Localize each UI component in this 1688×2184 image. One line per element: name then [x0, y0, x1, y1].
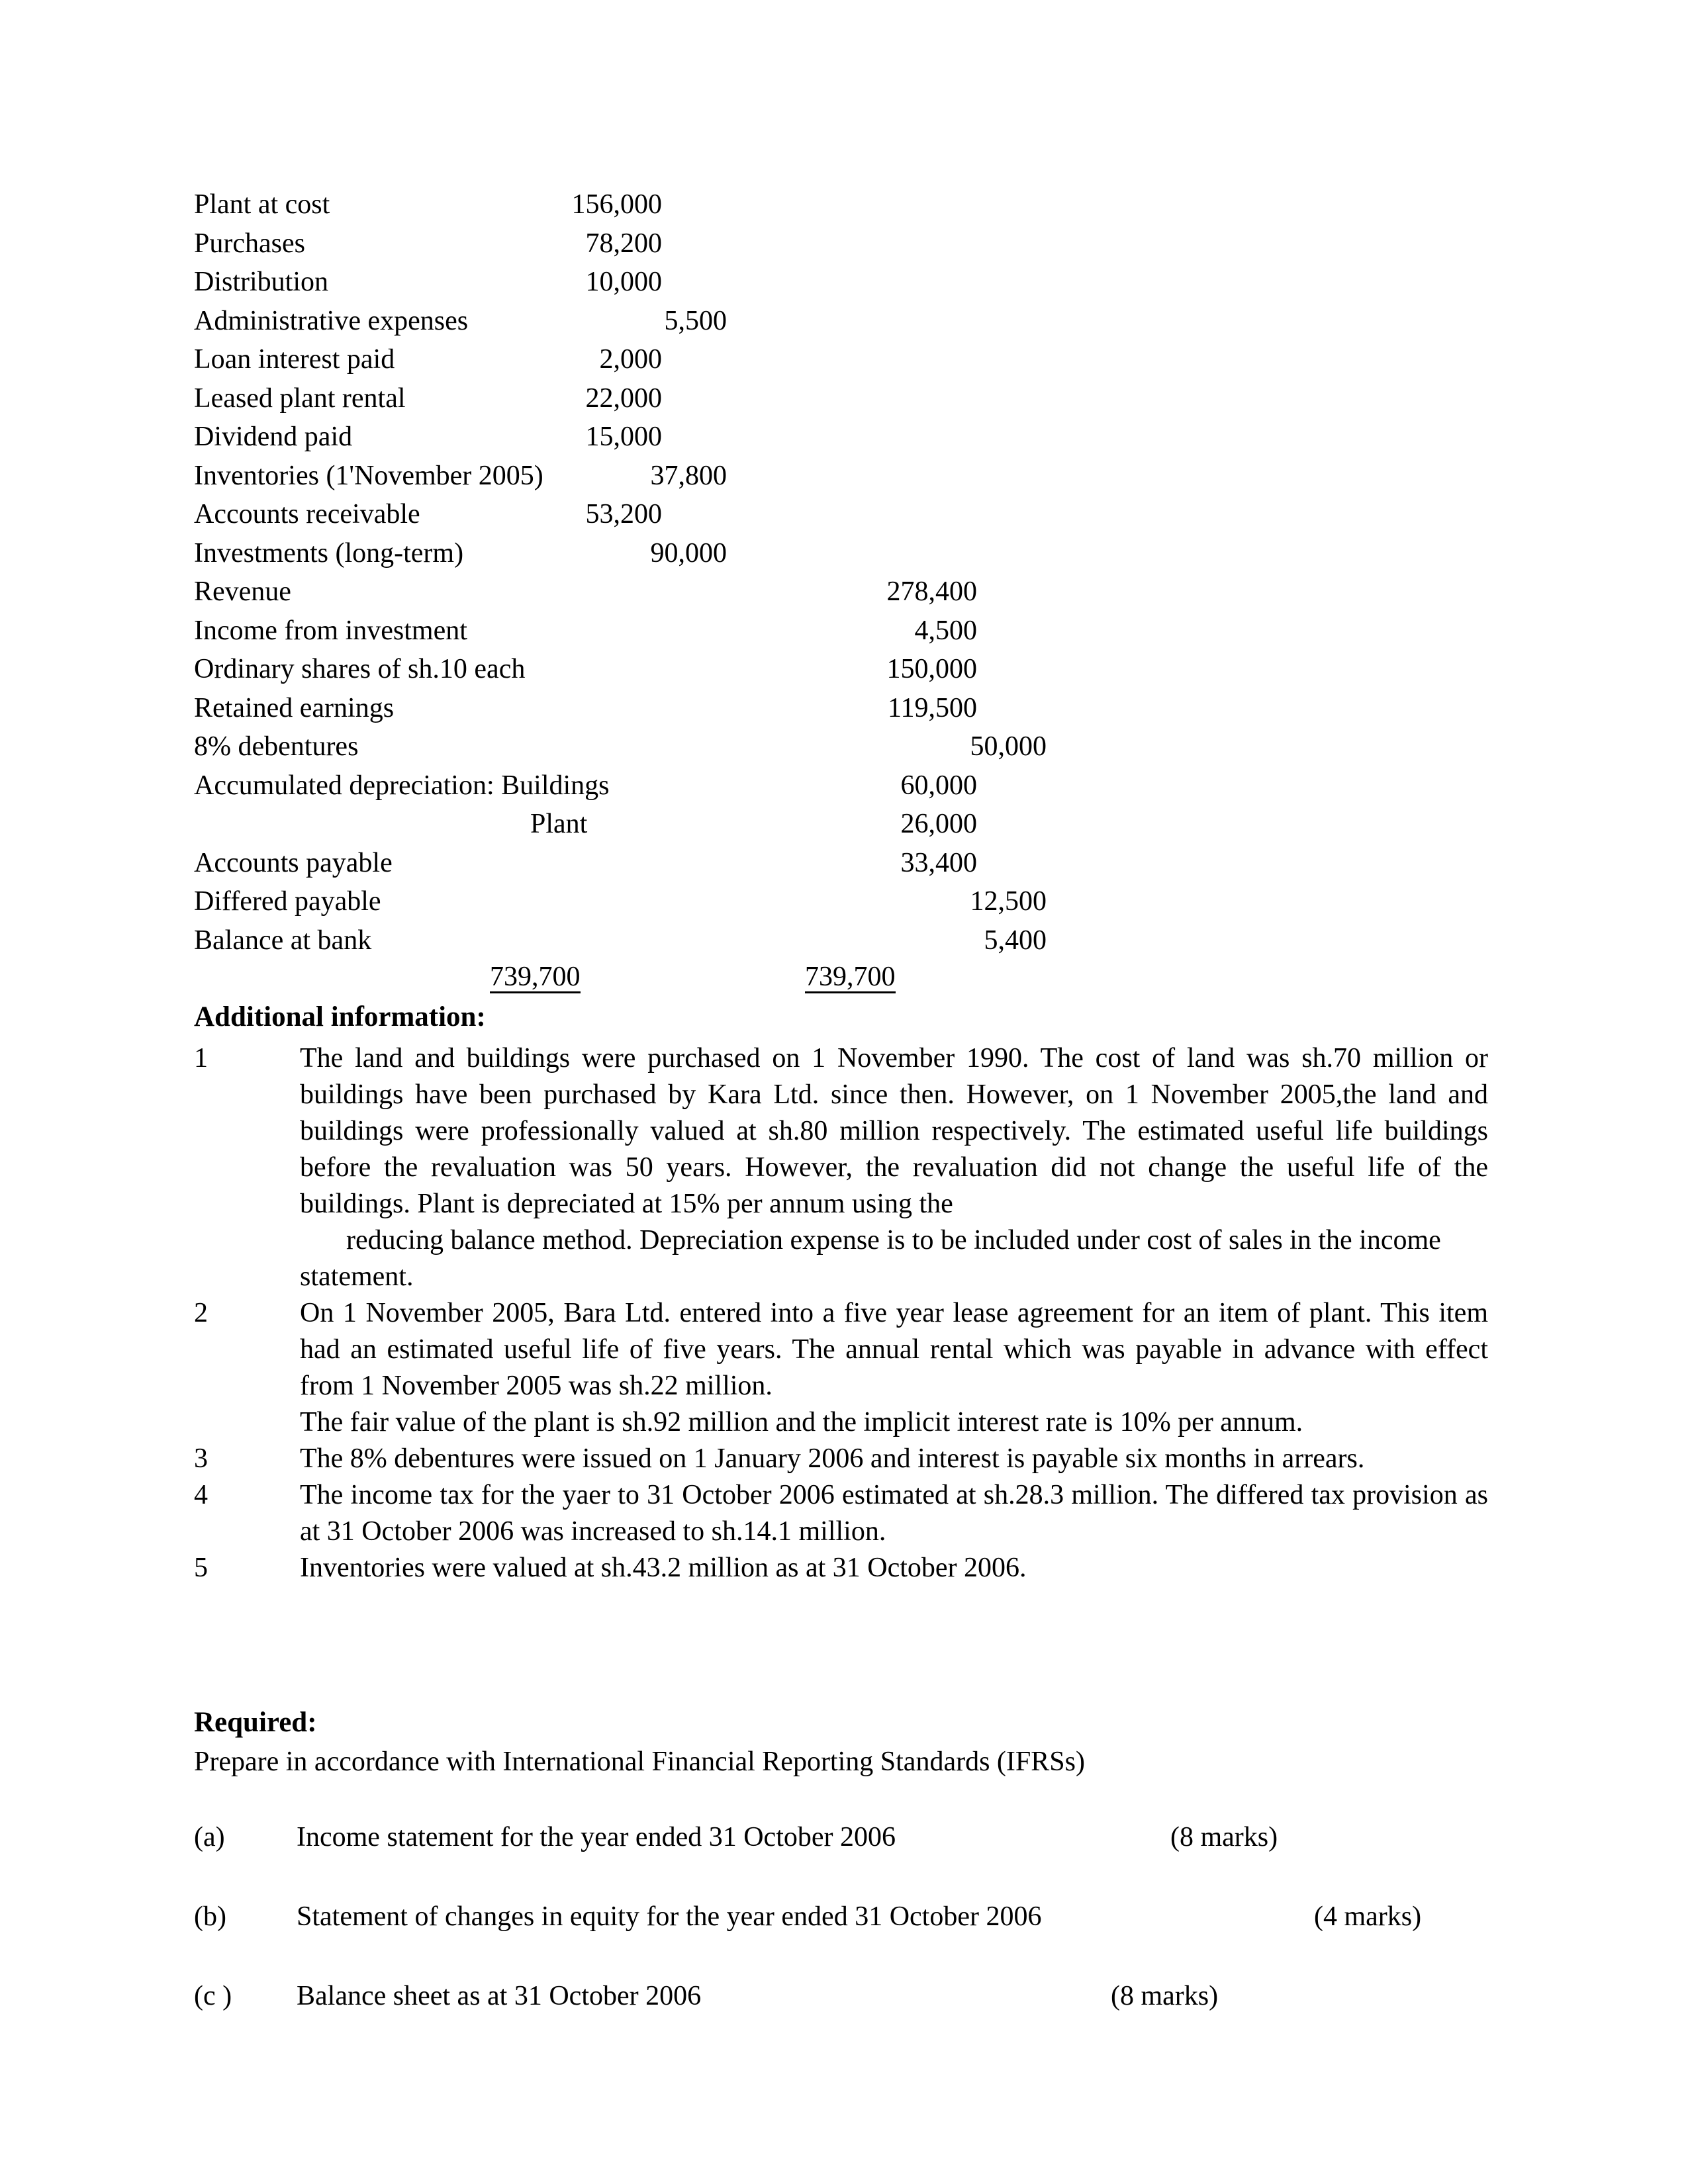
- trial-balance-row: [194, 689, 1491, 728]
- list-item-paragraph: The income tax for the yaer to 31 October 2006 estimated at sh.28.3 million. The differed tax provision as at 31 October 2006 was increased to sh.14.1 million.: [300, 1480, 1488, 1547]
- trial-balance-credit-amount: 150,000: [886, 654, 977, 684]
- trial-balance-credit-amount: 12,500: [970, 886, 1047, 917]
- trial-balance-row: [194, 727, 1491, 766]
- trial-balance-row: [194, 805, 1491, 844]
- trial-balance-row: [194, 572, 1491, 612]
- trial-balance-table: [194, 185, 1491, 1002]
- list-item-paragraph: On 1 November 2005, Bara Ltd. entered into a five year lease agreement for an item of plant. This item had an estimated useful life of five years. The annual rental which was payable in advance with effect from 1 November 2005 was sh.22 million.: [300, 1298, 1488, 1401]
- trial-balance-row-label: Income from investment: [194, 615, 467, 646]
- required-item-marks: (4 marks): [1314, 1901, 1422, 1932]
- list-item-body: [300, 1295, 1488, 1441]
- trial-balance-row: [194, 302, 1491, 341]
- trial-balance-row: [194, 844, 1491, 883]
- required-item-text: Statement of changes in equity for the year ended 31 October 2006: [297, 1901, 1042, 1932]
- trial-balance-row-label: Accounts payable: [194, 847, 393, 878]
- list-item-number: 2: [194, 1298, 208, 1328]
- trial-balance-credit-amount: 50,000: [970, 731, 1047, 762]
- additional-information-item: [194, 1040, 1488, 1295]
- trial-balance-row-label: Plant: [530, 809, 588, 839]
- trial-balance-row: [194, 457, 1491, 496]
- trial-balance-row-label: Distribution: [194, 267, 329, 297]
- required-item-marks: (8 marks): [1170, 1822, 1278, 1852]
- list-item-body: [300, 1477, 1488, 1550]
- required-intro-text: Prepare in accordance with International Financial Reporting Standards (IFRSs): [194, 1747, 1085, 1777]
- trial-balance-credit-amount: 60,000: [900, 770, 977, 801]
- trial-balance-credit-amount: 4,500: [914, 615, 977, 646]
- trial-balance-row: [194, 224, 1491, 263]
- trial-balance-debit-amount: 10,000: [585, 267, 662, 297]
- list-item-number: 5: [194, 1553, 208, 1583]
- list-item-number: 3: [194, 1443, 208, 1474]
- trial-balance-debit-amount: 15,000: [585, 422, 662, 452]
- trial-balance-credit-amount: 5,400: [984, 925, 1047, 956]
- trial-balance-total-credit: [805, 961, 896, 993]
- trial-balance-row: [194, 921, 1491, 960]
- total-debit-value: 739,700: [490, 962, 581, 992]
- trial-balance-debit-amount: 5,500: [664, 305, 727, 336]
- trial-balance-row-label: Revenue: [194, 576, 291, 607]
- trial-balance-totals-row: [194, 961, 1491, 1002]
- required-item: [194, 1901, 1491, 1980]
- trial-balance-row-label: Balance at bank: [194, 925, 372, 956]
- additional-information-item: [194, 1477, 1488, 1550]
- trial-balance-debit-amount: 22,000: [585, 383, 662, 414]
- trial-balance-debit-amount: 90,000: [650, 537, 727, 569]
- trial-balance-row: [194, 766, 1491, 805]
- trial-balance-row: [194, 882, 1491, 921]
- trial-balance-row-label: Investments (long-term): [194, 537, 464, 569]
- trial-balance-row: [194, 379, 1491, 418]
- list-item-paragraph: The 8% debentures were issued on 1 January 2006 and interest is payable six months in arrears.: [300, 1443, 1365, 1474]
- required-item-letter: (b): [194, 1901, 226, 1932]
- trial-balance-credit-amount: 33,400: [900, 847, 977, 878]
- trial-balance-row-label: Inventories (1'November 2005): [194, 460, 543, 491]
- required-item-letter: (a): [194, 1822, 225, 1852]
- trial-balance-row: [194, 418, 1491, 457]
- required-item-letter: (c ): [194, 1981, 232, 2011]
- trial-balance-row-label: Retained earnings: [194, 692, 395, 723]
- additional-information-item: [194, 1295, 1488, 1441]
- list-item-paragraph: reducing balance method. Depreciation expense is to be included under cost of sales in the income statement.: [300, 1225, 1441, 1292]
- list-item-number: 4: [194, 1480, 208, 1510]
- trial-balance-row-label: Purchases: [194, 228, 305, 259]
- additional-information-heading: Additional information:: [194, 1001, 486, 1032]
- list-item-paragraph: The fair value of the plant is sh.92 million and the implicit interest rate is 10% per annum.: [300, 1407, 1303, 1437]
- required-items-list: [194, 1821, 1491, 2060]
- trial-balance-row: [194, 612, 1491, 651]
- trial-balance-row-label: Accounts receivable: [194, 499, 420, 529]
- trial-balance-debit-amount: 78,200: [585, 228, 662, 259]
- trial-balance-row-label: Accumulated depreciation: Buildings: [194, 770, 610, 801]
- trial-balance-row-label: Differed payable: [194, 886, 381, 917]
- trial-balance-row-label: Administrative expenses: [194, 305, 469, 336]
- trial-balance-credit-amount: 278,400: [886, 576, 977, 607]
- trial-balance-row: [194, 263, 1491, 302]
- required-item: [194, 1821, 1491, 1901]
- trial-balance-row-label: Dividend paid: [194, 422, 353, 452]
- trial-balance-row-label: Loan interest paid: [194, 344, 395, 375]
- list-item-paragraph: The land and buildings were purchased on 1 November 1990. The cost of land was sh.70 million or buildings have been purchased by Kara Ltd. since then. However, on 1 November 2005,the land and buildings were professionally valued at sh.80 million respectively. The estimated useful life buildings before the revaluation was 50 years. However, the revaluation did not change the useful life of the buildings. Plant is depreciated at 15% per annum using the: [300, 1043, 1488, 1219]
- additional-information-item: [194, 1550, 1488, 1586]
- required-heading: Required:: [194, 1707, 317, 1738]
- trial-balance-debit-amount: 2,000: [599, 344, 662, 375]
- trial-balance-debit-amount: 156,000: [571, 189, 662, 220]
- required-item-text: Income statement for the year ended 31 October 2006: [297, 1822, 896, 1852]
- trial-balance-row: [194, 534, 1491, 573]
- trial-balance-row: [194, 185, 1491, 224]
- trial-balance-row: [194, 495, 1491, 534]
- trial-balance-credit-amount: 26,000: [900, 809, 977, 839]
- additional-information-item: [194, 1441, 1488, 1477]
- list-item-body: [300, 1550, 1488, 1586]
- trial-balance-row-label: 8% debentures: [194, 731, 359, 762]
- required-item: [194, 1980, 1491, 2060]
- additional-information-list: [194, 1040, 1488, 1586]
- list-item-body: [300, 1040, 1488, 1295]
- list-item-body: [300, 1441, 1488, 1477]
- trial-balance-debit-amount: 37,800: [650, 460, 727, 491]
- total-credit-value: 739,700: [805, 962, 896, 992]
- trial-balance-row: [194, 650, 1491, 689]
- required-item-text: Balance sheet as at 31 October 2006: [297, 1981, 702, 2011]
- trial-balance-row-label: Plant at cost: [194, 189, 330, 220]
- list-item-number: 1: [194, 1043, 208, 1073]
- required-item-marks: (8 marks): [1111, 1981, 1219, 2011]
- trial-balance-total-debit: [490, 961, 581, 993]
- list-item-paragraph: Inventories were valued at sh.43.2 million as at 31 October 2006.: [300, 1553, 1027, 1583]
- trial-balance-debit-amount: 53,200: [585, 499, 662, 529]
- trial-balance-row: [194, 340, 1491, 379]
- trial-balance-row-label: Leased plant rental: [194, 383, 406, 414]
- trial-balance-credit-amount: 119,500: [888, 692, 977, 723]
- trial-balance-row-label: Ordinary shares of sh.10 each: [194, 654, 526, 684]
